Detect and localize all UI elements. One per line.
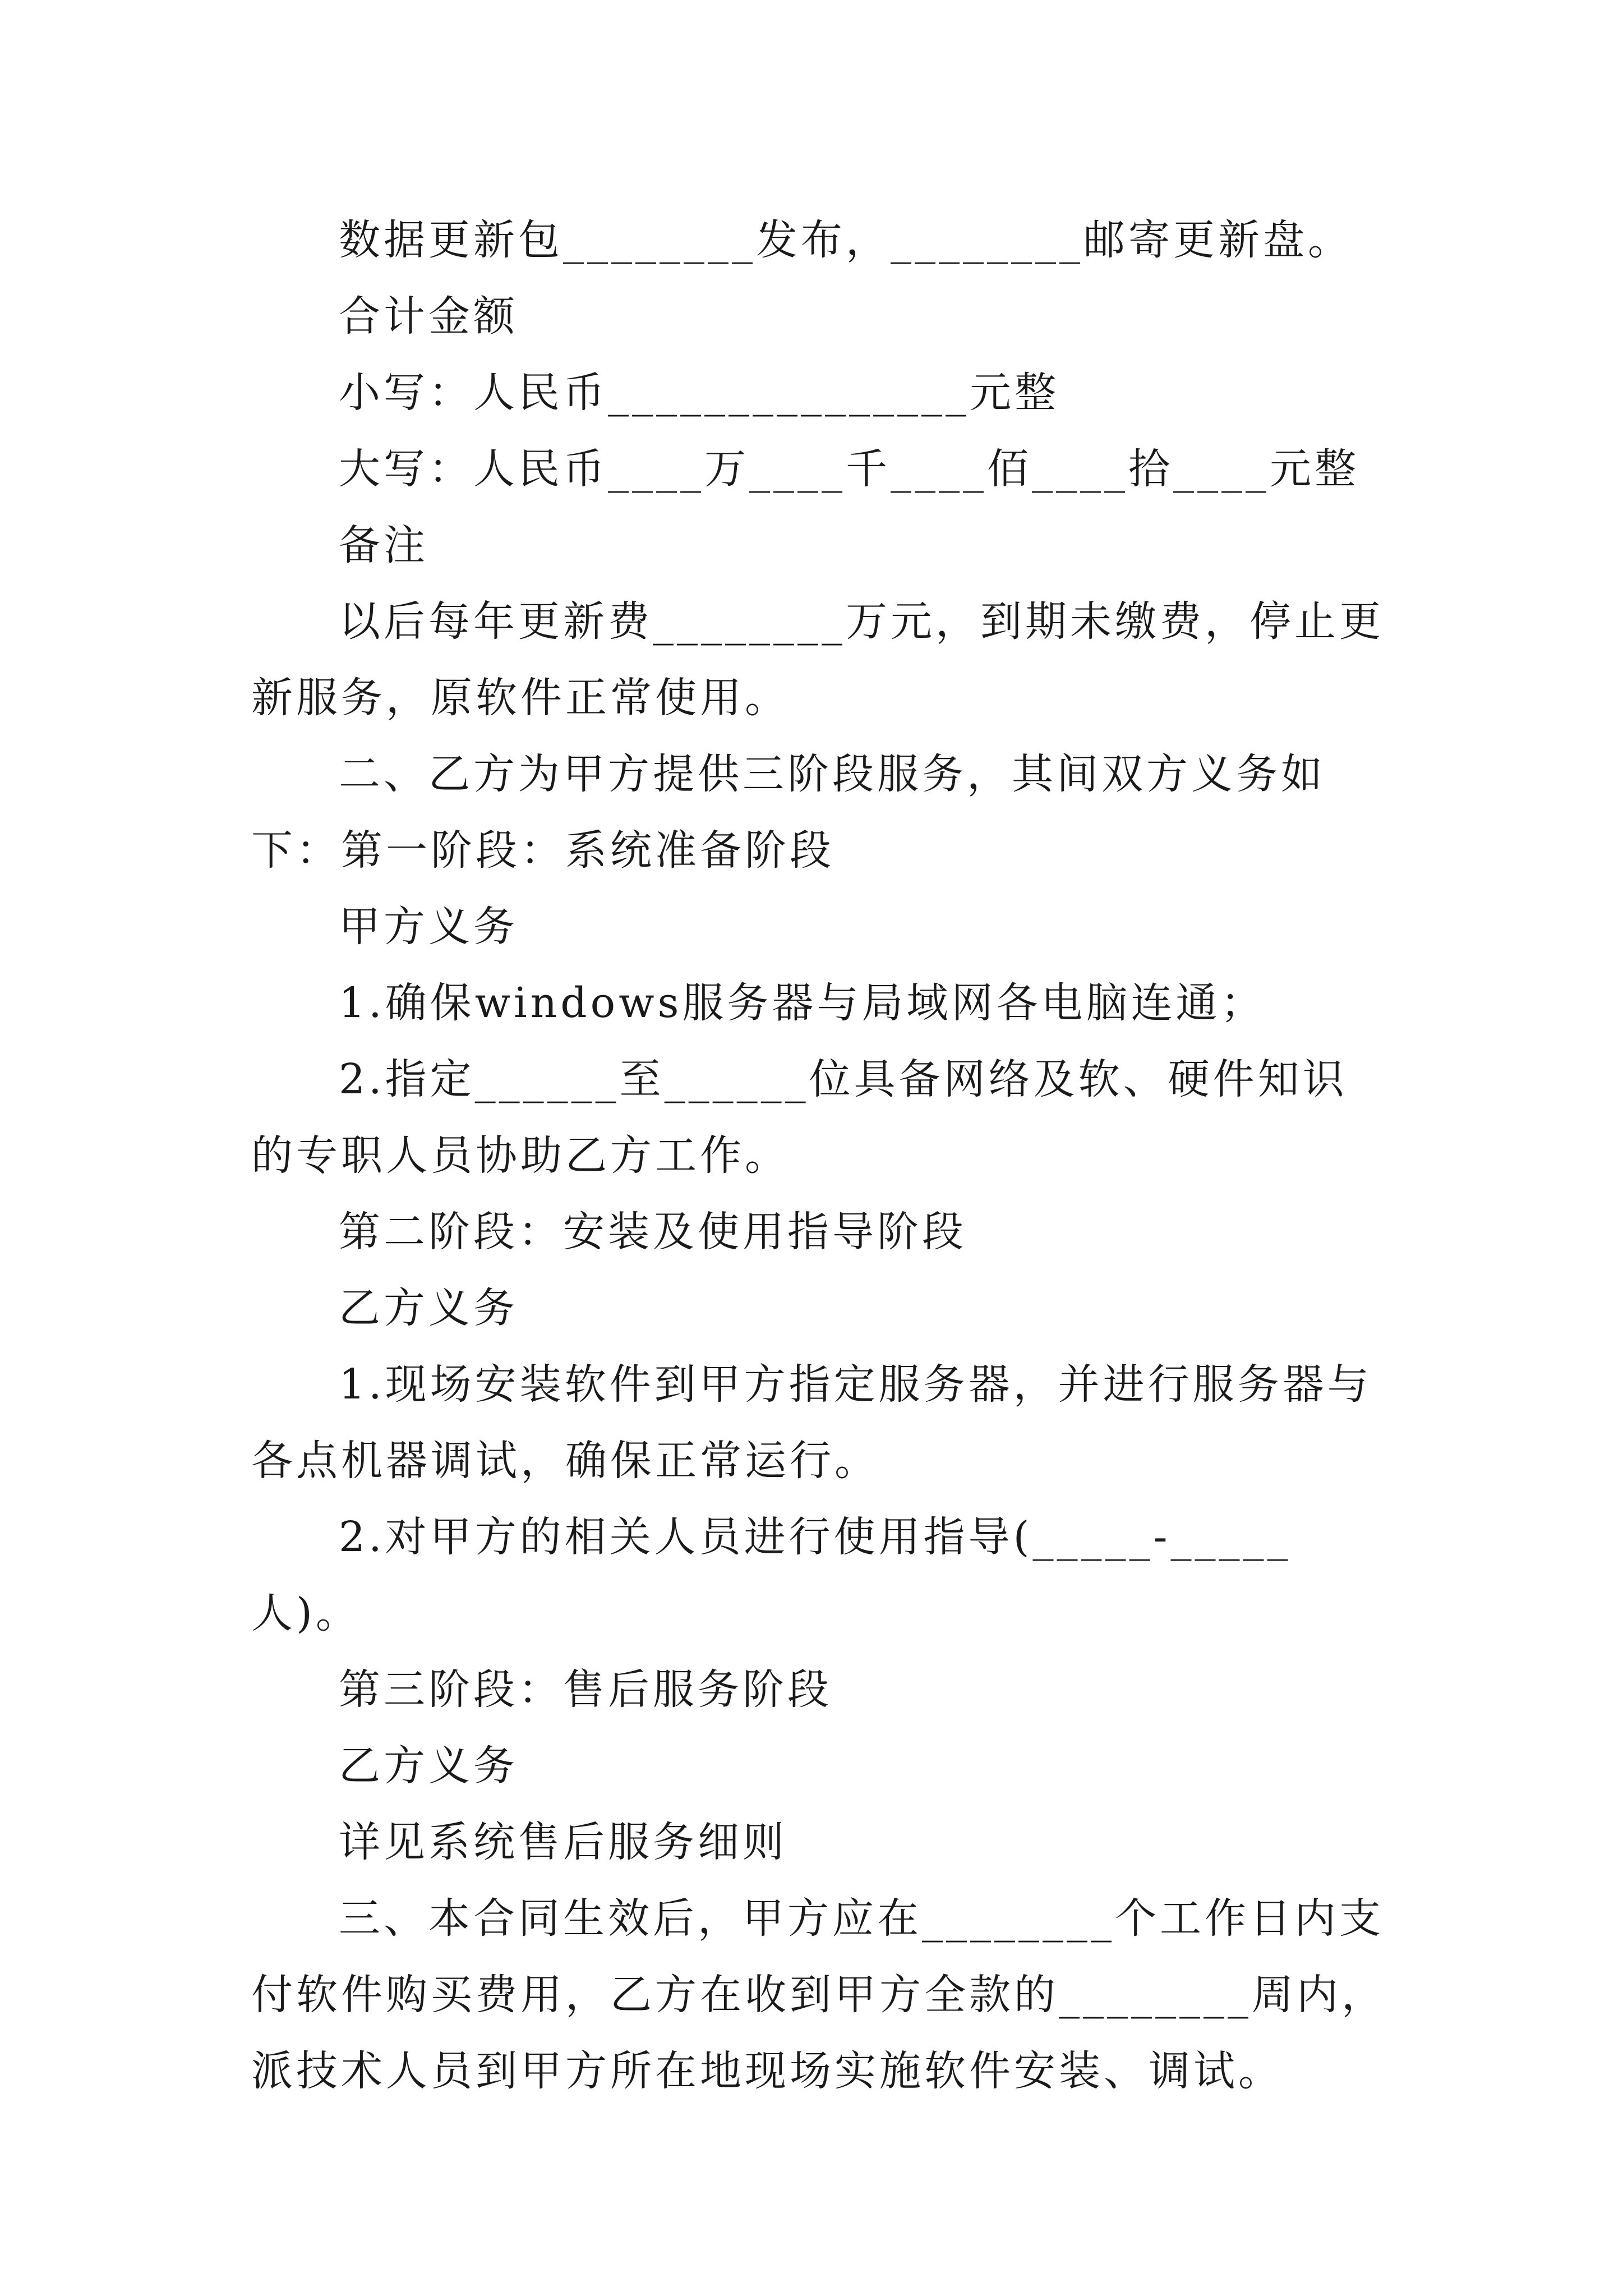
paragraph-party-a-duties: 甲方义务 — [339, 903, 518, 951]
paragraph-party-b-duties-2: 乙方义务 — [339, 1742, 518, 1790]
paragraph-after-sales-rules: 详见系统售后服务细则 — [339, 1818, 787, 1866]
paragraph-stage-three: 第三阶段：售后服务阶段 — [339, 1665, 832, 1714]
paragraph-item-1-install: 1.现场安装软件到甲方指定服务器，并进行服务器与各点机器调试，确保正常运行。 — [251, 1360, 1372, 1485]
paragraph-section-three: 三、本合同生效后，甲方应在________个工作日内支付软件购买费用，乙方在收到甲方全款的________周内，派技术人员到甲方所在地现场实施软件安装、调试。 — [251, 1894, 1386, 2095]
paragraph-item-1-network: 1.确保windows服务器与局域网各电脑连通； — [339, 979, 1266, 1027]
paragraph-data-update: 数据更新包________发布，________邮寄更新盘。 — [339, 216, 1353, 264]
paragraph-item-2-staff: 2.指定______至______位具备网络及软、硬件知识的专职人员协助乙方工作。 — [251, 1055, 1348, 1180]
paragraph-total-amount: 合计金额 — [339, 292, 518, 341]
paragraph-annual-update-fee: 以后每年更新费________万元，到期未缴费，停止更新服务，原软件正常使用。 — [251, 597, 1384, 722]
paragraph-amount-lowercase: 小写：人民币_______________元整 — [339, 369, 1059, 417]
paragraph-amount-uppercase: 大写：人民币____万____千____佰____拾____元整 — [339, 445, 1359, 493]
document-body — [251, 202, 1390, 2109]
paragraph-section-two: 二、乙方为甲方提供三阶段服务，其间双方义务如下：第一阶段：系统准备阶段 — [251, 750, 1326, 875]
paragraph-item-2-training: 2.对甲方的相关人员进行使用指导(_____-_____人)。 — [251, 1513, 1292, 1637]
paragraph-stage-two: 第二阶段：安装及使用指导阶段 — [339, 1208, 967, 1256]
paragraph-party-b-duties: 乙方义务 — [339, 1284, 518, 1332]
paragraph-remarks: 备注 — [339, 521, 428, 569]
